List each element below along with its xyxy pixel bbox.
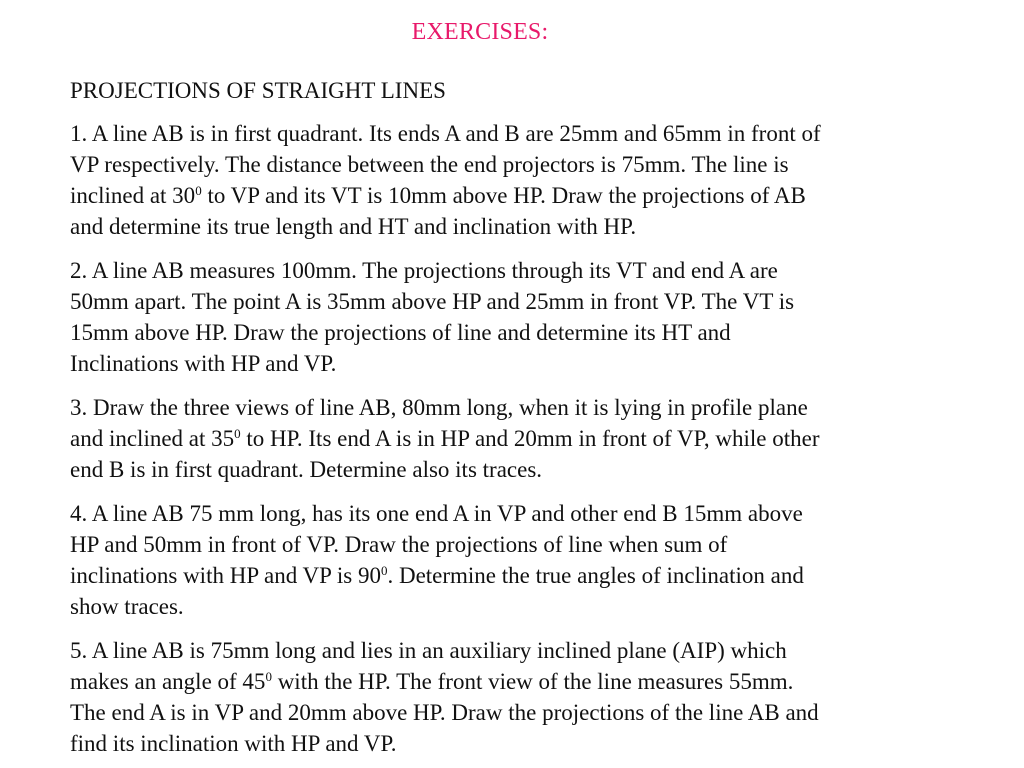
exercise-text: 1. A line AB is in first quadrant. Its ends A and B are 25mm and 65mm in front of [70, 121, 821, 146]
exercise-text: 5. A line AB is 75mm long and lies in an auxiliary inclined plane (AIP) which [70, 638, 787, 663]
exercise-text: show traces. [70, 594, 184, 619]
exercise-paragraph [70, 635, 950, 759]
exercise-text: The end A is in VP and 20mm above HP. Draw the projections of the line AB and [70, 700, 819, 725]
exercise-line [70, 454, 950, 485]
exercise-line [70, 348, 950, 379]
exercise-line [70, 697, 950, 728]
exercise-text: and inclined at 35 [70, 426, 235, 451]
exercise-line [70, 666, 950, 697]
exercise-text: 15mm above HP. Draw the projections of line and determine its HT and [70, 320, 731, 345]
exercise-list [70, 118, 950, 759]
degree-superscript: 0 [265, 669, 272, 684]
exercise-text: VP respectively. The distance between the end projectors is 75mm. The line is [70, 152, 789, 177]
exercise-text: inclined at 30 [70, 183, 196, 208]
exercise-line [70, 728, 950, 759]
exercise-line [70, 180, 950, 211]
exercise-paragraph [70, 498, 950, 622]
exercise-line [70, 423, 950, 454]
section-subtitle: PROJECTIONS OF STRAIGHT LINES [70, 78, 446, 103]
exercise-line [70, 286, 950, 317]
exercise-line [70, 498, 950, 529]
degree-superscript: 0 [234, 426, 241, 441]
exercise-line [70, 392, 950, 423]
exercise-text: to VP and its VT is 10mm above HP. Draw the projections of AB [201, 183, 806, 208]
exercise-paragraph [70, 255, 950, 379]
exercise-line [70, 317, 950, 348]
exercise-text: Inclinations with HP and VP. [70, 351, 337, 376]
exercise-text: 4. A line AB 75 mm long, has its one end A in VP and other end B 15mm above [70, 501, 803, 526]
exercise-text: 2. A line AB measures 100mm. The projections through its VT and end A are [70, 258, 778, 283]
slide-heading: EXERCISES: [411, 19, 549, 45]
exercise-line [70, 635, 950, 666]
exercise-text: with the HP. The front view of the line measures 55mm. [271, 669, 794, 694]
exercise-line [70, 591, 950, 622]
exercise-line [70, 149, 950, 180]
exercise-line [70, 118, 950, 149]
degree-superscript: 0 [195, 183, 202, 198]
exercise-paragraph [70, 118, 950, 242]
exercise-line [70, 560, 950, 591]
exercise-paragraph [70, 392, 950, 485]
exercise-text: to HP. Its end A is in HP and 20mm in front of VP, while other [240, 426, 820, 451]
exercise-text: . Determine the true angles of inclination and [387, 563, 804, 588]
exercise-line [70, 255, 950, 286]
degree-superscript: 0 [380, 563, 388, 578]
exercise-line [70, 529, 950, 560]
exercise-text: find its inclination with HP and VP. [70, 731, 397, 756]
exercise-line [70, 211, 950, 242]
exercise-text: 50mm apart. The point A is 35mm above HP and 25mm in front VP. The VT is [70, 289, 795, 314]
exercise-text: makes an angle of 45 [70, 669, 266, 694]
exercise-text: 3. Draw the three views of line AB, 80mm long, when it is lying in profile plane [70, 395, 808, 420]
exercise-text: end B is in first quadrant. Determine also its traces. [70, 457, 543, 482]
exercise-text: and determine its true length and HT and inclination with HP. [70, 214, 637, 239]
exercise-text: inclinations with HP and VP is 90 [70, 563, 381, 588]
exercise-content [70, 75, 950, 768]
exercise-text: HP and 50mm in front of VP. Draw the projections of line when sum of [70, 532, 728, 557]
